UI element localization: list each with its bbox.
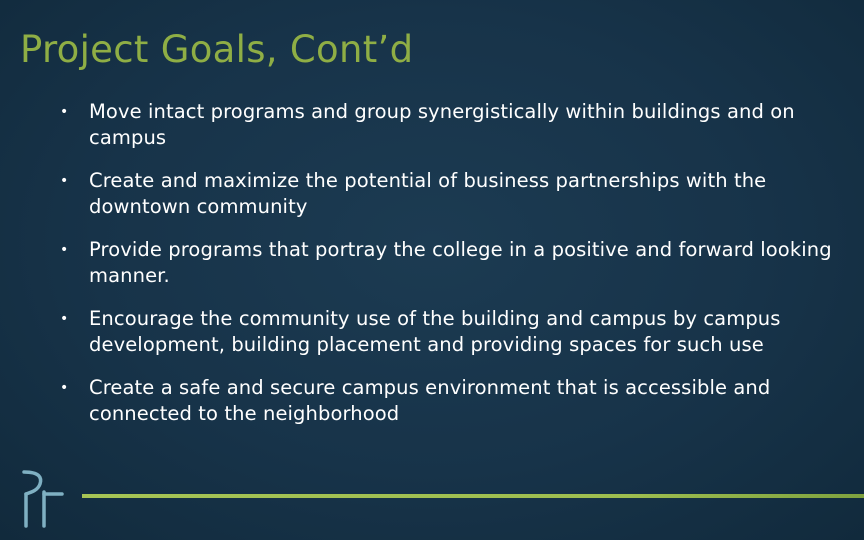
- bullet-item: [60, 99, 855, 151]
- bullet-text: Create a safe and secure campus environment that is accessible and connected to the neighborhood: [89, 376, 771, 425]
- bullet-text: Move intact programs and group synergistically within buildings and on campus: [89, 100, 795, 149]
- bullet-text: Encourage the community use of the building and campus by campus development, building placement and providing spaces for such use: [89, 307, 781, 356]
- bullet-dot-icon: •: [60, 173, 69, 189]
- bullet-dot-icon: •: [60, 104, 69, 120]
- bullet-text: Create and maximize the potential of business partnerships with the downtown community: [89, 169, 767, 218]
- bullet-dot-icon: •: [60, 242, 69, 258]
- bullet-item: [60, 375, 855, 427]
- bullet-item: [60, 237, 855, 289]
- accent-rule: [82, 494, 864, 498]
- bullet-dot-icon: •: [60, 380, 69, 396]
- bullet-list: [60, 99, 855, 444]
- rf-logo-icon: [18, 470, 70, 528]
- bullet-text: Provide programs that portray the college in a positive and forward looking manner.: [89, 238, 832, 287]
- bullet-dot-icon: •: [60, 311, 69, 327]
- bullet-item: [60, 168, 855, 220]
- slide-title: Project Goals, Cont’d: [20, 28, 414, 71]
- bullet-item: [60, 306, 855, 358]
